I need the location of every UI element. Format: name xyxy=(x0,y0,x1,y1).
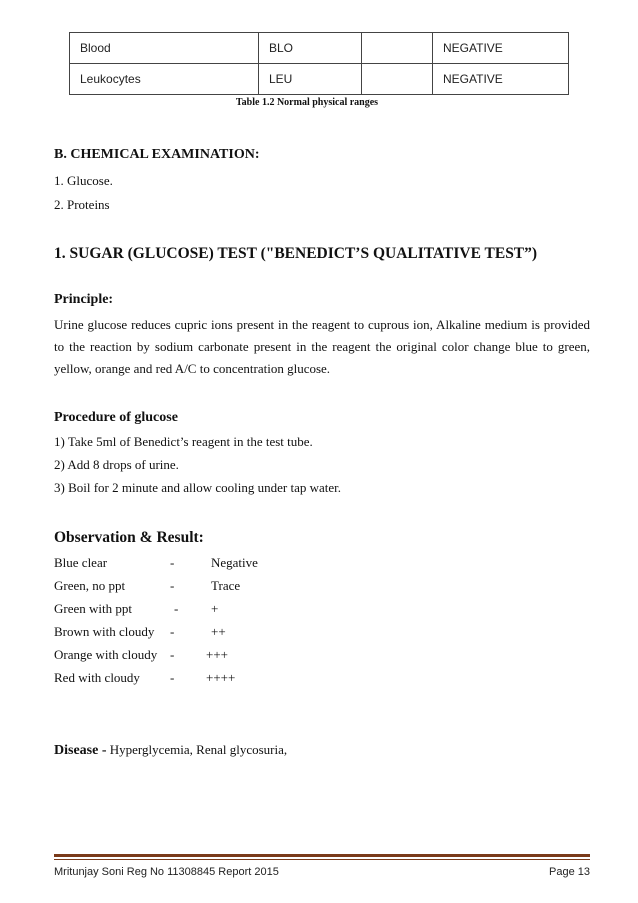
normal-ranges-table xyxy=(69,32,569,95)
procedure-step: 3) Boil for 2 minute and allow cooling under tap water. xyxy=(54,480,342,495)
observation-dash: - xyxy=(170,555,175,570)
observation-color: Green with ppt xyxy=(54,601,132,616)
observation-color: Orange with cloudy xyxy=(54,647,158,662)
observation-result: ++++ xyxy=(206,670,236,685)
table-cell: NEGATIVE xyxy=(433,64,569,95)
procedure-heading: Procedure of glucose xyxy=(54,410,178,425)
chemical-item: 1. Glucose. xyxy=(54,173,113,188)
observation-result: Trace xyxy=(211,578,241,593)
table-cell xyxy=(362,64,433,95)
observation-dash: - xyxy=(170,670,175,685)
chemical-heading: B. CHEMICAL EXAMINATION: xyxy=(54,147,260,162)
sugar-test-heading: 1. SUGAR (GLUCOSE) TEST ("BENEDICT’S QUALITATIVE TEST”) xyxy=(54,245,538,262)
table-cell: BLO xyxy=(259,33,362,64)
observation-result: +++ xyxy=(206,647,228,662)
principle-text: Urine glucose reduces cupric ions present in the reagent to cuprous ion, Alkaline medium is provided to the reaction by sodium carbonate present in the reagent the original color change blue to green, yellow, orange and red A/C to concentration glucose. xyxy=(54,317,590,376)
procedure-step: 1) Take 5ml of Benedict’s reagent in the test tube. xyxy=(54,434,313,449)
disease-line xyxy=(54,742,287,759)
table-cell xyxy=(362,33,433,64)
procedure-step: 2) Add 8 drops of urine. xyxy=(54,457,179,472)
table-caption: Table 1.2 Normal physical ranges xyxy=(235,97,379,108)
disease-label: Disease - xyxy=(54,743,107,758)
table-cell: LEU xyxy=(259,64,362,95)
observation-dash: - xyxy=(170,624,175,639)
observation-dash: - xyxy=(170,578,175,593)
principle-heading: Principle: xyxy=(54,292,114,307)
observation-dash: - xyxy=(174,601,179,616)
observation-result: Negative xyxy=(211,555,258,570)
footer-divider-thin xyxy=(54,859,590,860)
observation-dash: - xyxy=(170,647,175,662)
observation-color: Red with cloudy xyxy=(54,670,140,685)
observation-result: ++ xyxy=(211,624,226,639)
table-row xyxy=(70,64,569,95)
table-row xyxy=(70,33,569,64)
table-cell: NEGATIVE xyxy=(433,33,569,64)
chemical-item: 2. Proteins xyxy=(54,197,110,212)
observation-heading: Observation & Result: xyxy=(54,529,204,546)
footer-divider xyxy=(54,854,590,857)
disease-text: Hyperglycemia, Renal glycosuria, xyxy=(106,742,288,757)
observation-color: Blue clear xyxy=(54,555,108,570)
table-cell: Blood xyxy=(70,33,259,64)
footer-page-number: Page 13 xyxy=(549,866,590,878)
observation-color: Green, no ppt xyxy=(54,578,126,593)
observation-result: + xyxy=(211,601,219,616)
observation-color: Brown with cloudy xyxy=(54,624,155,639)
footer-author: Mritunjay Soni Reg No 11308845 Report 2015 xyxy=(54,866,279,878)
table-cell: Leukocytes xyxy=(70,64,259,95)
